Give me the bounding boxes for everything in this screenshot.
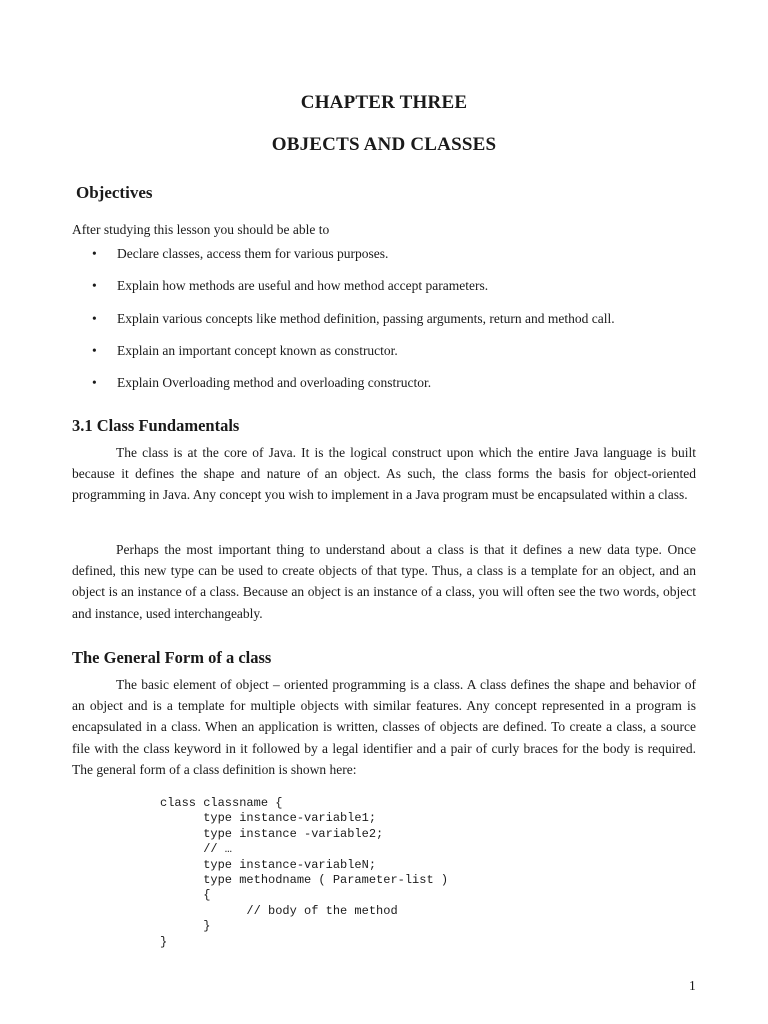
- bullet-icon: •: [92, 375, 97, 390]
- list-item-text: Explain various concepts like method definition, passing arguments, return and method call.: [117, 311, 615, 326]
- bullet-icon: •: [92, 278, 97, 293]
- bullet-icon: •: [92, 343, 97, 358]
- list-item-text: Explain Overloading method and overloading constructor.: [117, 375, 432, 390]
- list-item: [92, 343, 398, 359]
- bullet-icon: •: [92, 246, 97, 261]
- chapter-title: OBJECTS AND CLASSES: [271, 134, 497, 155]
- section-heading-general-form: The General Form of a class: [72, 648, 272, 667]
- page-number: 1: [689, 978, 696, 993]
- bullet-icon: •: [92, 311, 97, 326]
- list-item-text: Explain an important concept known as constructor.: [117, 343, 398, 358]
- paragraph-new-data-type: Perhaps the most important thing to understand about a class is that it defines a new data type. Once defined, this new type can be used to create objects of that type. Thus, a class is a template for an object, and an object is an instance of a class. Because an object is an instance of a class, you will often see the two words, object and instance, used interchangeably.: [72, 542, 696, 621]
- list-item: [92, 246, 388, 262]
- paragraph-class-core: The class is at the core of Java. It is the logical construct upon which the entire Java language is built because it defines the shape and nature of an object. As such, the class forms the basis for object-oriented programming in Java. Any concept you wish to implement in a Java program must be encapsulated within a class.: [72, 445, 696, 503]
- chapter-label: CHAPTER THREE: [300, 92, 468, 113]
- code-block-class-definition: class classname { type instance-variable1; type instance -variable2; // … type instance-variableN; type methodname ( Parameter-list ) { // body of the method } }: [160, 796, 449, 949]
- paragraph-general-form: The basic element of object – oriented programming is a class. A class defines the shape and behavior of an object and is a template for multiple objects with similar features. Any concept represented in a program is encapsulated in a class. When an application is written, classes of objects are defined. To create a class, a source file with the class keyword in it followed by a legal identifier and a pair of curly braces for the body is required. The general form of a class definition is shown here:: [72, 677, 696, 777]
- list-item: [92, 375, 431, 391]
- section-heading-class-fundamentals: 3.1 Class Fundamentals: [72, 416, 240, 435]
- list-item: [92, 311, 615, 327]
- objectives-heading: Objectives: [76, 183, 153, 202]
- list-item-text: Explain how methods are useful and how method accept parameters.: [117, 278, 489, 293]
- list-item-text: Declare classes, access them for various purposes.: [117, 246, 389, 261]
- list-item: [92, 278, 488, 294]
- objectives-intro: After studying this lesson you should be able to: [72, 222, 330, 237]
